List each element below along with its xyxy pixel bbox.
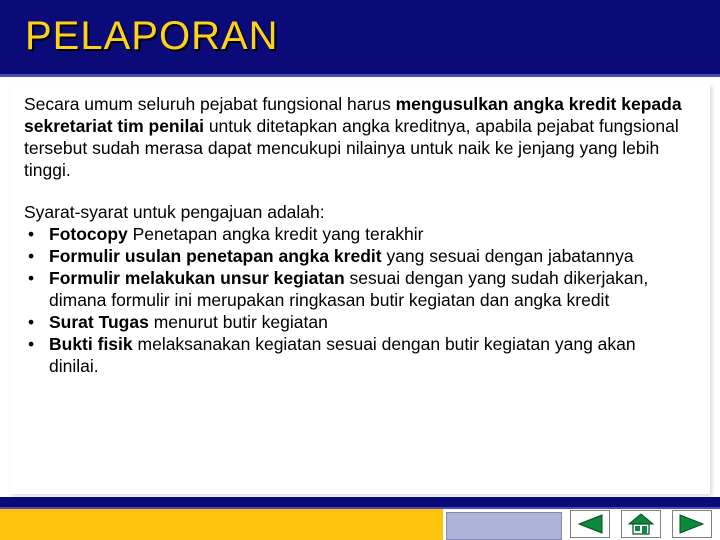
home-button[interactable] bbox=[621, 510, 661, 538]
next-slide-button[interactable] bbox=[672, 510, 712, 538]
bullet-marker: • bbox=[28, 224, 35, 244]
list-item-text: menurut butir kegiatan bbox=[148, 312, 328, 332]
list-item-text: melaksanakan kegiatan sesuai dengan butir kegiatan yang akan dinilai. bbox=[49, 334, 636, 376]
slide-title: PELAPORAN bbox=[25, 14, 279, 58]
list-item-text: yang sesuai dengan jabatannya bbox=[381, 246, 634, 266]
list-item-bold: Formulir usulan penetapan angka kredit bbox=[49, 246, 382, 266]
list-item bbox=[24, 245, 689, 267]
bullet-marker: • bbox=[28, 312, 35, 332]
requirements-intro: Syarat-syarat untuk pengajuan adalah: bbox=[24, 202, 325, 222]
triangle-left-icon bbox=[575, 513, 605, 535]
list-item-bold: Fotocopy bbox=[49, 224, 128, 244]
footer-panel bbox=[446, 512, 562, 540]
bullet-marker: • bbox=[28, 246, 35, 266]
footer-accent bbox=[0, 509, 443, 540]
list-item-bold: Surat Tugas bbox=[49, 312, 149, 332]
list-item-bold: Bukti fisik bbox=[49, 334, 133, 354]
previous-slide-button[interactable] bbox=[570, 510, 610, 538]
list-item bbox=[24, 267, 689, 311]
content-panel bbox=[10, 84, 710, 494]
header-bar bbox=[0, 0, 720, 74]
para-text-1: Secara umum seluruh pejabat fungsional harus bbox=[24, 94, 396, 114]
home-icon bbox=[626, 512, 656, 536]
list-item-text: Penetapan angka kredit yang terakhir bbox=[127, 224, 424, 244]
list-item bbox=[24, 333, 689, 377]
list-item bbox=[24, 311, 689, 333]
list-item-bold: Formulir melakukan unsur kegiatan bbox=[49, 268, 345, 288]
para-bold-text: mengusulkan angka kredit kepada sekretariat tim penilai bbox=[24, 94, 682, 136]
list-item-text: sesuai dengan yang sudah dikerjakan, dimana formulir ini merupakan ringkasan butir kegiatan dan angka kredit bbox=[49, 268, 649, 310]
intro-paragraph bbox=[24, 93, 689, 181]
bullet-marker: • bbox=[28, 334, 35, 354]
para-text-2: untuk ditetapkan angka kreditnya, apabila pejabat fungsional tersebut sudah merasa dapat mencukupi nilainya untuk naik ke jenjang yang lebih tinggi. bbox=[24, 116, 679, 180]
footer-bar bbox=[0, 497, 720, 507]
list-item bbox=[24, 223, 689, 245]
bullet-marker: • bbox=[28, 268, 35, 288]
body-text bbox=[24, 93, 689, 377]
requirements-list bbox=[24, 223, 689, 377]
header-divider bbox=[0, 74, 720, 77]
triangle-right-icon bbox=[677, 513, 707, 535]
